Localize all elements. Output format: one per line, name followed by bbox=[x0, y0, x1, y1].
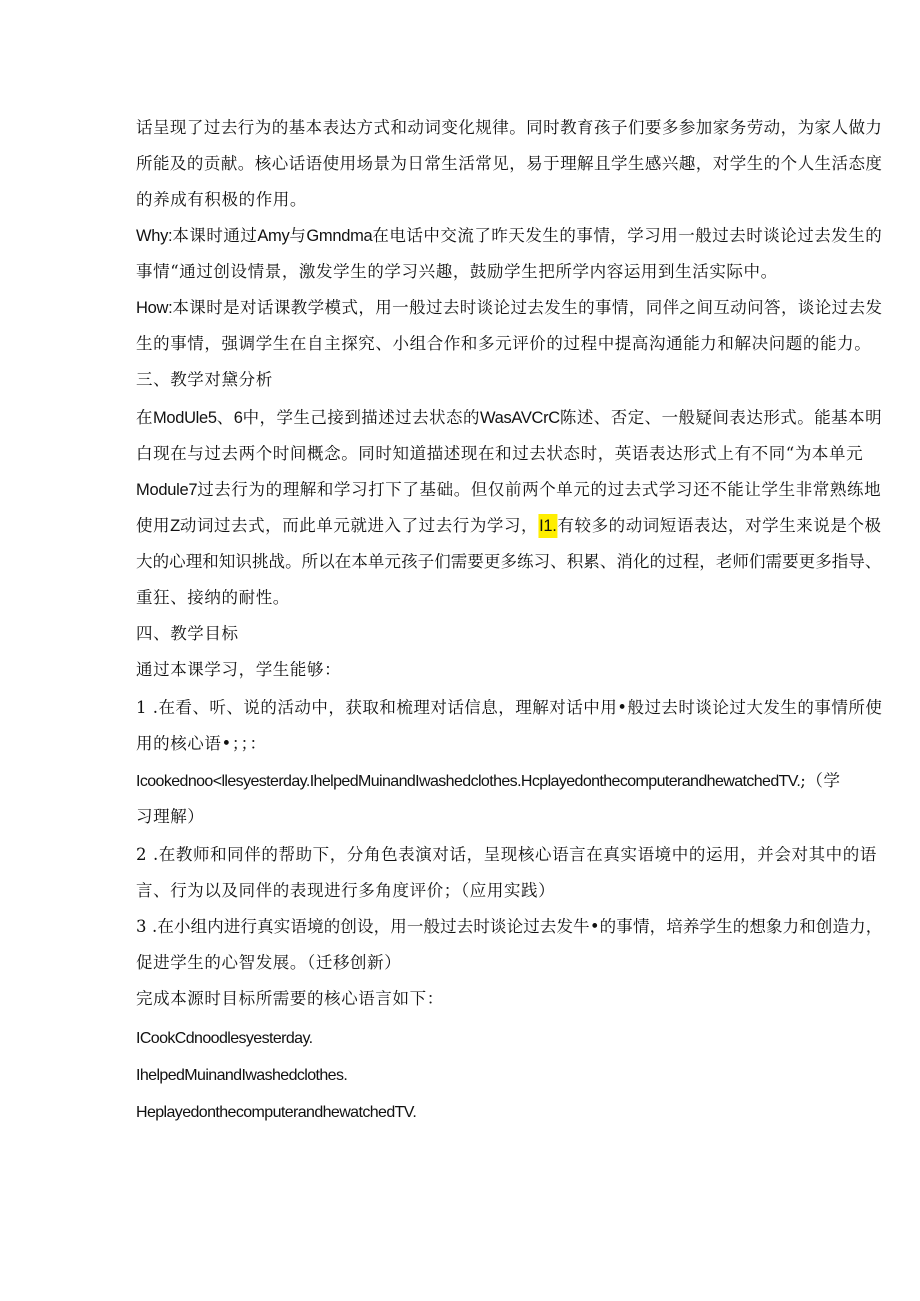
para-text: 使用 bbox=[136, 516, 171, 535]
paragraph-line: 事情“通过创设情景，激发学生的学习兴趣，鼓励学生把所学内容运用到生活实际中。 bbox=[136, 262, 778, 281]
name-grandma: Gmndma bbox=[306, 227, 373, 245]
goal-3-line: 3 .在小组内进行真实语境的创设，用一般过去时谈论过去发牛•的事情，培养学生的想象力和创造力， bbox=[136, 917, 883, 936]
module-number: 6 bbox=[233, 409, 243, 427]
para-text: Z bbox=[170, 517, 180, 535]
paragraph-line: 生的事情，强调学生在自主探究、小组合作和多元评价的过程中提高沟通能力和解决问题的能力。 bbox=[136, 334, 872, 353]
core-sentences: Icookednoo<llesyesterday.IhelpedMuinandIwashedclothes.HcplayedonthecomputerandhewatchedTV. bbox=[136, 773, 801, 790]
module-ref: Module7 bbox=[136, 481, 198, 499]
core-sentence-text: ICookCdnoodlesyesterday. bbox=[136, 1030, 313, 1047]
core-language-intro: 完成本源时目标所需要的核心语言如下： bbox=[136, 989, 444, 1008]
why-line bbox=[136, 225, 882, 247]
paragraph-line: 的养成有积极的作用。 bbox=[136, 190, 307, 209]
paragraph-line: 重狂、接纳的耐性。 bbox=[136, 588, 290, 607]
how-text: 本课时是对话课教学模式，用一般过去时谈论过去发生的事情，同伴之间互动问答，谈论过去发 bbox=[172, 298, 883, 317]
goal-1-line: 习理解） bbox=[136, 807, 205, 826]
name-amy: Amy bbox=[257, 227, 290, 245]
paragraph-line: 大的心理和知识挑战。所以在本单元孩子们需要更多练习、积累、消化的过程，老师们需要更多指导、 bbox=[136, 552, 882, 571]
goal-1-line: 1 .在看、听、说的活动中，获取和梳理对话信息，理解对话中用•般过去时谈论过大发生的事情所使 bbox=[136, 698, 883, 717]
goal-1-line: 用的核心语•；；： bbox=[136, 734, 267, 753]
how-label: How: bbox=[136, 299, 173, 317]
paragraph-line: 所能及的贡献。核心话语使用场景为日常生活常见，易于理解且学生感兴趣，对学生的个人生活态度 bbox=[136, 154, 883, 173]
section-heading: 三、教学对黛分析 bbox=[136, 370, 273, 389]
how-line bbox=[136, 297, 882, 319]
paragraph-line: 白现在与过去两个时间概念。同时知道描述现在和过去状态时，英语表达形式上有不同“为本单元 bbox=[136, 444, 864, 463]
goal-3-line: 促进学生的心智发展。（迁移创新） bbox=[136, 953, 402, 972]
core-sentence bbox=[136, 1064, 347, 1087]
paragraph-line bbox=[136, 407, 882, 429]
goal-1-english bbox=[136, 770, 841, 793]
goal-2-line: 言、行为以及同伴的表现进行多角度评价；（应用实践） bbox=[136, 881, 556, 900]
paragraph-line: 话呈现了过去行为的基本表达方式和动词变化规律。同时教育孩子们要多参加家务劳动，为家人做力 bbox=[136, 118, 883, 137]
why-text: 与 bbox=[289, 226, 307, 245]
why-label: Why: bbox=[136, 227, 173, 245]
paragraph-line bbox=[136, 479, 881, 501]
highlighted-text: I1. bbox=[538, 514, 557, 538]
core-sentence-text: IhelpedMuinandIwashedclothes. bbox=[136, 1067, 348, 1084]
paragraph-line: 通过本课学习，学生能够： bbox=[136, 660, 342, 679]
goal-2-line: 2 .在教师和同伴的帮助下，分角色表演对话，呈现核心语言在真实语境中的运用，并会对其中的语 bbox=[136, 845, 877, 864]
why-text: 本课时通过 bbox=[172, 226, 258, 245]
para-text: 、 bbox=[216, 408, 234, 427]
core-sentence bbox=[136, 1101, 416, 1124]
para-text: 中，学生己接到描述过去状态的 bbox=[242, 408, 480, 427]
core-sentence bbox=[136, 1027, 313, 1050]
para-text: 陈述、否定、一般疑间表达形式。能基本明 bbox=[559, 408, 883, 427]
section-heading: 四、教学目标 bbox=[136, 624, 239, 643]
para-text: 在 bbox=[136, 408, 153, 427]
para-text: 动词过去式，而此单元就进入了过去行为学习， bbox=[179, 516, 539, 535]
para-text: 有较多的动词短语表达，对学生来说是个极 bbox=[557, 516, 882, 535]
para-text: 过去行为的理解和学习打下了基础。但仅前两个单元的过去式学习还不能让学生非常熟练地 bbox=[197, 480, 882, 499]
paragraph-line bbox=[136, 515, 882, 537]
core-sentence-text: HeplayedonthecomputerandhewatchedTV. bbox=[136, 1104, 417, 1121]
module-ref: ModUle5 bbox=[152, 409, 217, 427]
goal-tag: ;（学 bbox=[800, 771, 841, 790]
why-text: 在电话中交流了昨天发生的事情，学习用一般过去时谈论过去发生的 bbox=[372, 226, 883, 245]
grammar-term: WasAVCrC bbox=[479, 409, 560, 427]
